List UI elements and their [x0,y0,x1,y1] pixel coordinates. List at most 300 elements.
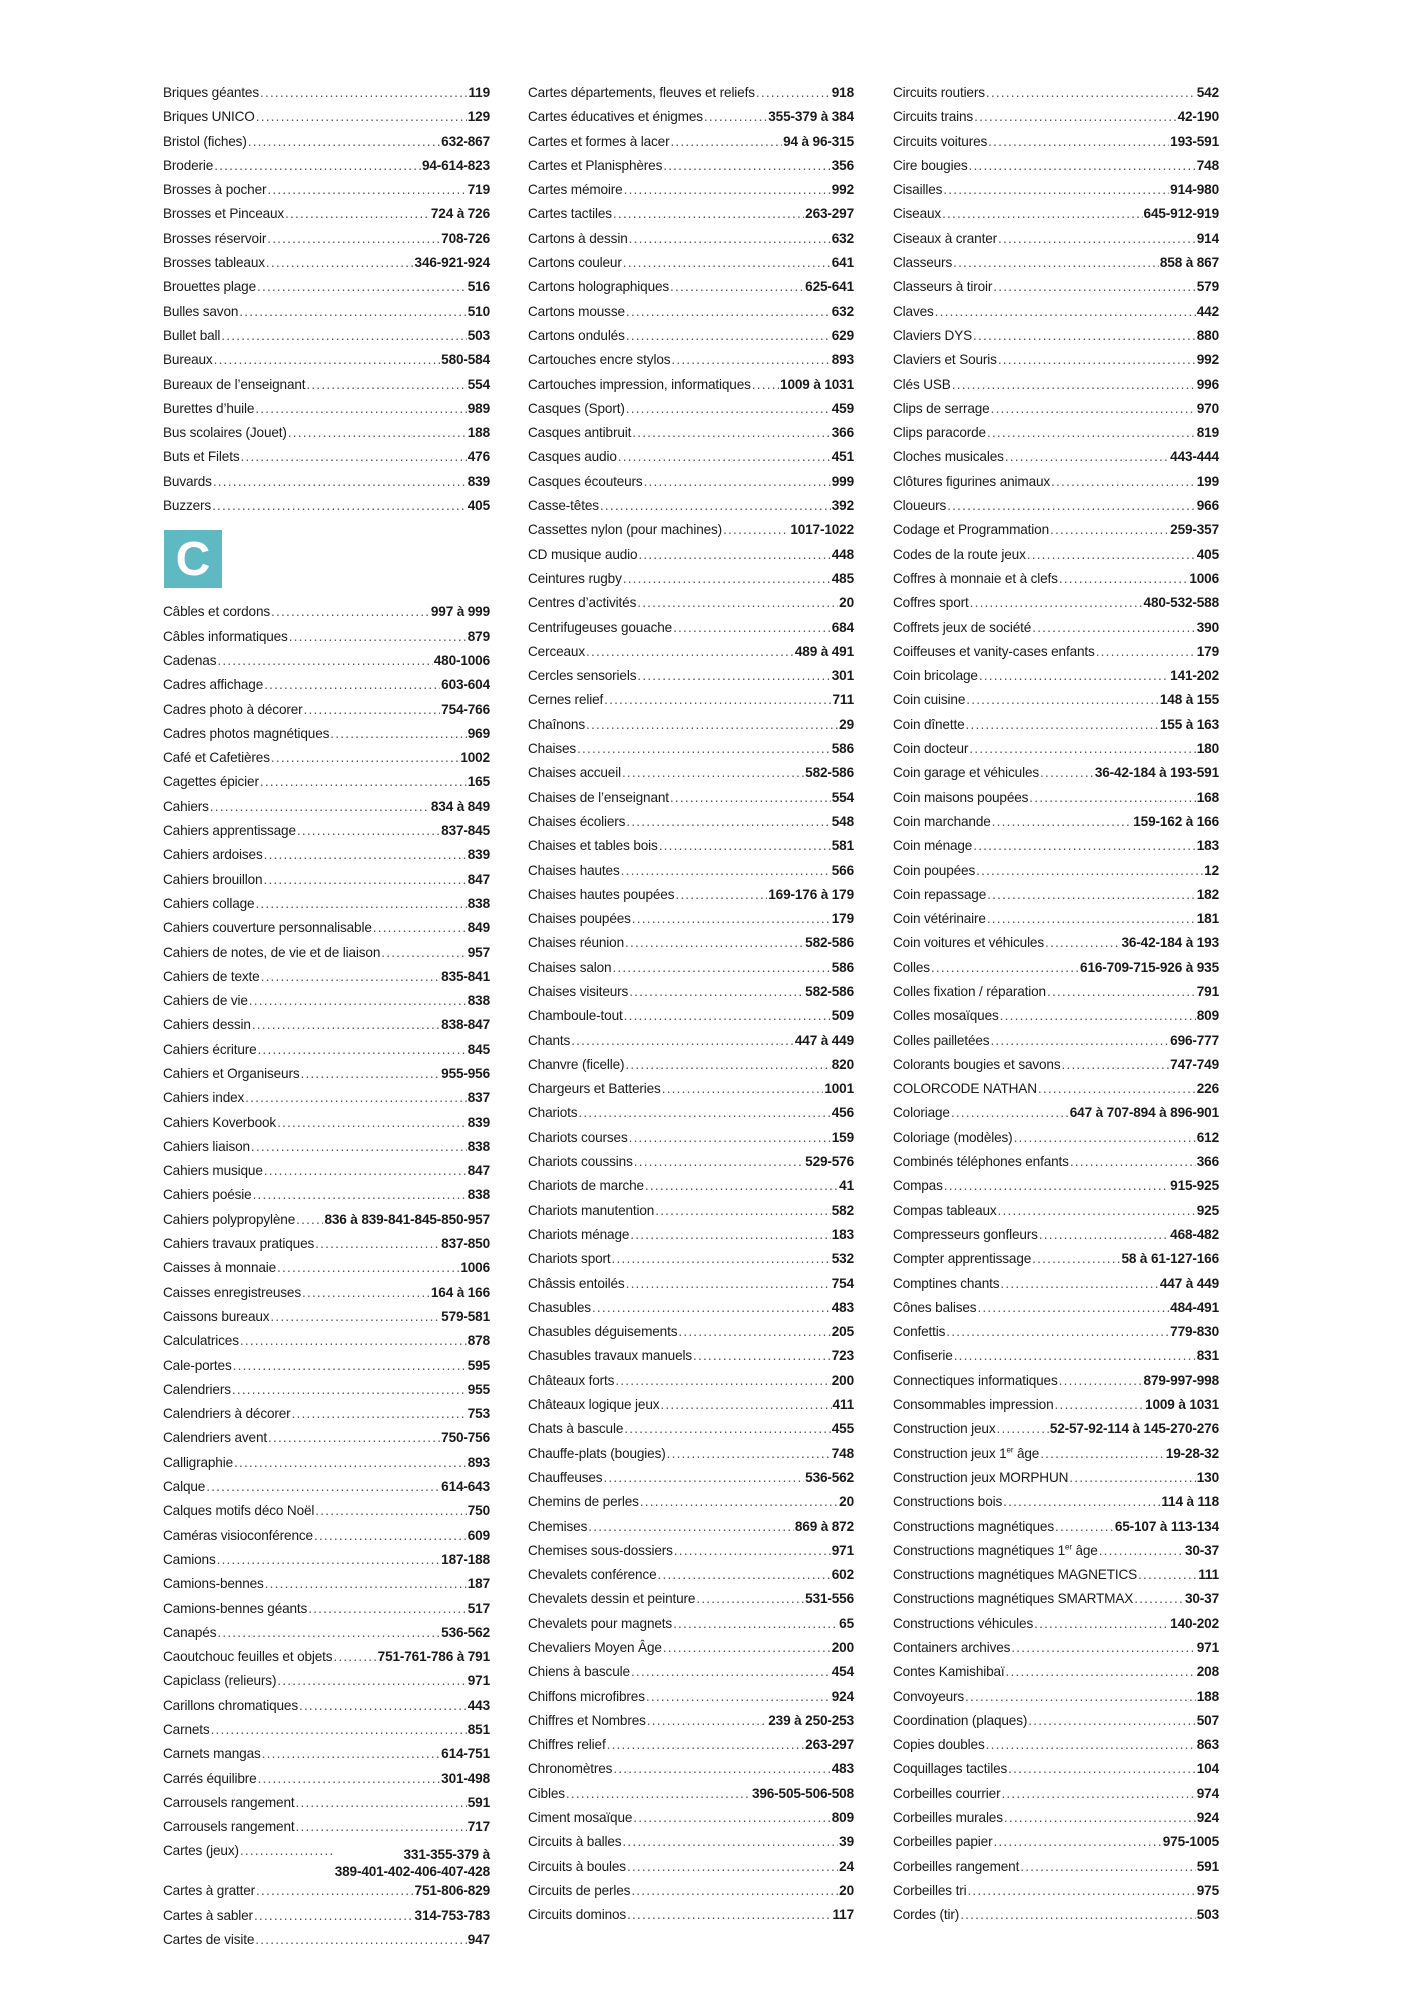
entry-label: Clôtures figurines animaux [893,473,1051,489]
dot-leader [234,1451,467,1475]
entry-pages: 459 [831,400,854,416]
entry-pages: 839 [467,847,490,863]
entry-pages: 443 [467,1697,490,1713]
index-entry [528,859,854,883]
dot-leader [630,1223,830,1247]
dot-leader [260,770,467,794]
entry-label: Canapés [163,1624,217,1640]
index-entry [893,1563,1219,1587]
entry-pages: 837 [467,1090,490,1106]
entry-label: Cartes départements, fleuves et reliefs [528,85,755,100]
index-entry [528,1879,854,1903]
dot-leader [381,941,467,965]
entry-label: Casse-têtes [528,498,599,514]
dot-leader [586,640,794,664]
index-entry [893,1660,1219,1684]
dot-leader [252,1013,440,1037]
entry-pages: 529-576 [805,1154,854,1170]
index-entry [528,1126,854,1150]
index-entry [893,616,1219,640]
entry-pages: 183 [1196,838,1219,854]
entry-pages: 647 à 707-894 à 896-901 [1069,1105,1219,1121]
entry-pages: 94 à 96-315 [783,133,854,149]
entry-label: Chiffons microfibres [528,1688,645,1704]
index-entry [893,1199,1219,1223]
dot-leader [1038,1077,1196,1101]
dot-leader [638,543,830,567]
dot-leader [285,202,430,226]
entry-label: Coin marchande [893,813,991,829]
dot-leader [1029,786,1195,810]
index-entry [893,737,1219,761]
entry-label: Cisailles [893,182,943,198]
entry-label: Bullet ball [163,327,221,343]
index-entry [163,600,490,624]
index-entry [528,1636,854,1660]
dot-leader [655,1199,831,1223]
dot-leader [624,1417,831,1441]
entry-pages: 476 [467,449,490,465]
index-entry [163,1928,490,1952]
index-entry [163,1354,490,1378]
dot-leader [240,1839,334,1863]
entry-label: Corbeilles courrier [893,1785,1001,1801]
entry-label: Cartouches impression, informatiques [528,376,751,392]
index-entry [893,178,1219,202]
entry-pages: 205 [831,1324,854,1340]
entry-label: Confiserie [893,1348,953,1364]
index-entry [163,1111,490,1135]
entry-label: Chariots ménage [528,1226,630,1242]
entry-label: Coordination (plaques) [893,1712,1028,1728]
index-entry [893,421,1219,445]
dot-leader [1000,1272,1158,1296]
index-entry [163,649,490,673]
index-entry [163,1159,490,1183]
index-entry [893,1515,1219,1539]
entry-pages: 614-643 [441,1479,490,1495]
entry-pages: 971 [1196,1640,1219,1655]
dot-leader [1004,1806,1196,1830]
entry-label: Cloches musicales [893,449,1004,465]
dot-leader [249,989,467,1013]
entry-label: Circuits de perles [528,1882,631,1898]
entry-label: Cartes tactiles [528,206,612,222]
entry-pages: 582-586 [805,983,854,999]
entry-pages: 809 [1196,1008,1219,1024]
entry-label: Chauffeuses [528,1469,603,1485]
entry-pages: 754-766 [441,701,490,717]
entry-pages: 509 [831,1008,854,1024]
entry-pages: 199 [1196,473,1219,489]
index-entry [163,1256,490,1280]
dot-leader [1001,1782,1195,1806]
dot-leader [931,956,1079,980]
index-entry [163,1791,490,1815]
index-entry [163,1669,490,1693]
entry-label: Calendriers à décorer [163,1406,291,1422]
entry-label: Cartes de visite [163,1932,255,1948]
entry-pages: 1001 [824,1081,854,1097]
dot-leader [1028,1709,1196,1733]
index-entry [893,275,1219,299]
dot-leader [637,591,838,615]
entry-pages: 851 [467,1722,490,1737]
entry-label: Combinés téléphones enfants [893,1154,1069,1170]
index-entry [163,1904,490,1928]
entry-pages: 893 [831,352,854,368]
index-entry [893,834,1219,858]
index-entry [163,746,490,770]
index-entry [893,640,1219,664]
dot-leader [634,1150,804,1174]
index-entry [893,1247,1219,1271]
entry-pages: 581 [831,838,854,854]
entry-pages: 164 à 166 [430,1284,490,1300]
entry-pages: 104 [1196,1761,1219,1777]
dot-leader [600,494,831,518]
entry-label: Chiffres relief [528,1737,606,1753]
entry-pages: 970 [1196,400,1219,416]
entry-label: Coin repassage [893,886,987,902]
dot-leader [670,130,782,154]
index-entry [893,445,1219,469]
entry-label: Codage et Programmation [893,522,1049,538]
entry-pages: 717 [467,1819,490,1835]
entry-label: Cahiers brouillon [163,871,263,887]
dot-leader [592,1296,831,1320]
index-entry [893,154,1219,178]
entry-pages: 390 [1196,619,1219,635]
entry-pages: 159-162 à 166 [1133,813,1219,829]
entry-pages: 791 [1196,983,1219,999]
dot-leader [271,746,459,770]
entry-pages: 65 [839,1615,854,1631]
index-entry [163,795,490,819]
dot-leader [954,1344,1196,1368]
entry-pages: 200 [831,1640,854,1655]
entry-label: Corbeilles tri [893,1882,967,1898]
dot-leader [671,348,830,372]
dot-leader [566,1782,751,1806]
index-entry [893,1709,1219,1733]
dot-leader [965,1685,1196,1709]
entry-pages: 532 [831,1251,854,1267]
index-entry [528,1855,854,1879]
entry-pages: 966 [1196,498,1219,514]
dot-leader [947,494,1196,518]
index-entry [893,664,1219,688]
entry-label: Cartouches encre stylos [528,352,671,368]
dot-leader [233,1354,467,1378]
index-entry [163,1086,490,1110]
entry-label: Colles mosaïques [893,1008,999,1024]
entry-pages: 837-850 [441,1236,490,1252]
entry-pages: 39 [839,1834,854,1850]
entry-label: Chargeurs et Batteries [528,1081,661,1097]
dot-leader [315,1232,440,1256]
index-entry [163,445,490,469]
index-entry [528,81,854,105]
entry-label: Cartons holographiques [528,279,670,295]
entry-pages: 179 [1196,643,1219,659]
entry-pages: 187-188 [441,1551,490,1567]
entry-label: Cartes éducatives et énigmes [528,109,703,125]
index-entry [528,227,854,251]
index-entry [528,1150,854,1174]
entry-label: COLORCODE NATHAN [893,1081,1037,1097]
dot-leader [212,494,467,518]
entry-label: Coin poupées [893,862,976,878]
entry-pages: 554 [831,789,854,805]
entry-pages: 483 [831,1299,854,1315]
entry-label: Chasubles déguisements [528,1324,678,1340]
entry-label: Clips de serrage [893,400,990,416]
entry-pages: 366 [1196,1154,1219,1170]
entry-label: Containers archives [893,1640,1011,1655]
index-entry [893,1442,1219,1466]
index-entry [528,1490,854,1514]
index-entry [893,1004,1219,1028]
dot-leader [264,673,440,697]
entry-label: Chaises visiteurs [528,983,629,999]
entry-label: Cahiers de notes, de vie et de liaison [163,944,381,960]
dot-leader [577,737,831,761]
dot-leader [213,470,467,494]
index-entry [528,1004,854,1028]
dot-leader [623,251,831,275]
index-entry [163,1305,490,1329]
index-entry [528,1029,854,1053]
index-entry [528,1903,854,1927]
dot-leader [571,1029,794,1053]
entry-label: Centres d’activités [528,595,637,611]
entry-pages: 879-997-998 [1143,1372,1219,1388]
index-entry [163,989,490,1013]
entry-pages: 208 [1196,1664,1219,1680]
entry-pages: 847 [467,1163,490,1179]
entry-pages: 839 [467,473,490,489]
entry-pages: 869 à 872 [794,1518,854,1534]
index-entry [163,1475,490,1499]
entry-label: Coloriage [893,1105,950,1121]
index-entry [528,1053,854,1077]
dot-leader [239,300,466,324]
entry-label: Clés USB [893,376,951,392]
entry-pages: 489 à 491 [794,643,854,659]
entry-pages: 751-761-786 à 791 [377,1649,490,1665]
dot-leader [988,130,1169,154]
dot-leader [1045,931,1120,955]
entry-label: Cartes (jeux) [163,1843,239,1859]
index-entry [893,1490,1219,1514]
entry-pages: 52-57-92-114 à 145-270-276 [1049,1421,1219,1437]
index-entry [528,834,854,858]
entry-pages: 405 [467,498,490,514]
entry-pages: 957 [467,944,490,960]
entry-pages: 582 [831,1202,854,1218]
entry-label: Bristol (fiches) [163,133,247,149]
entry-pages: 582-586 [805,935,854,951]
entry-label: Coffres sport [893,595,969,611]
index-list-b [163,81,490,518]
entry-label: Brosses et Pinceaux [163,206,285,222]
entry-label: Classeurs [893,255,953,271]
index-entry [163,275,490,299]
entry-label: Chemises [528,1518,588,1534]
entry-label: Contes Kamishibaï [893,1664,1005,1680]
entry-pages: 447 à 449 [1159,1275,1219,1291]
dot-leader [206,1475,440,1499]
entry-pages: 1006 [460,1260,490,1276]
entry-pages: 747-749 [1170,1056,1219,1072]
entry-pages: 696-777 [1170,1032,1219,1048]
entry-pages: 510 [467,303,490,319]
entry-label: Coin dînette [893,716,965,732]
entry-pages: 263-297 [805,1737,854,1753]
entry-pages: 1002 [460,750,490,766]
entry-label: Cahiers dessin [163,1017,251,1033]
dot-leader [1020,1855,1196,1879]
index-entry [893,1126,1219,1150]
dot-leader [217,1548,441,1572]
dot-leader [258,1038,467,1062]
index-entry [528,348,854,372]
entry-label: Circuits à balles [528,1834,622,1850]
entry-pages: 200 [831,1372,854,1388]
entry-pages: 193-591 [1170,133,1219,149]
entry-pages: 183 [831,1226,854,1242]
dot-leader [990,1029,1169,1053]
index-entry [163,673,490,697]
entry-pages: 924 [831,1688,854,1704]
dot-leader [942,202,1142,226]
index-entry [528,373,854,397]
dot-leader [944,1174,1169,1198]
dot-leader [217,1621,440,1645]
entry-label: Calque [163,1479,206,1495]
entry-label: Colorants bougies et savons [893,1056,1061,1072]
index-entry [893,1174,1219,1198]
index-entry [893,786,1219,810]
entry-label: Carrés équilibre [163,1770,257,1786]
dot-leader [214,154,421,178]
index-entry [163,1208,490,1232]
index-entry [893,859,1219,883]
entry-pages: 809 [831,1810,854,1826]
dot-leader [993,1830,1161,1854]
entry-label: Cerceaux [528,643,585,659]
entry-label: Casques écouteurs [528,473,643,489]
dot-leader [952,373,1196,397]
entry-label: Calligraphie [163,1454,233,1470]
index-entry [528,154,854,178]
index-entry [893,397,1219,421]
entry-pages: 129 [467,109,490,125]
entry-pages: 12 [1204,862,1219,878]
dot-leader [992,810,1133,834]
dot-leader [1011,1636,1195,1660]
entry-pages: 999 [831,473,854,489]
index-entry [528,1199,854,1223]
index-entry [893,1855,1219,1879]
index-entry [893,1830,1219,1854]
index-entry [893,1636,1219,1660]
dot-leader [604,688,831,712]
entry-pages: 838 [467,1187,490,1203]
index-entry [163,1718,490,1742]
entry-pages: 989 [467,400,490,416]
entry-pages: 503 [467,327,490,343]
entry-label: Classeurs à tiroir [893,279,993,295]
dot-leader [615,1369,830,1393]
dot-leader [967,1879,1195,1903]
index-entry [528,1272,854,1296]
dot-leader [217,649,432,673]
entry-label: Coin ménage [893,838,973,854]
entry-label: Café et Cafetières [163,750,270,766]
entry-pages: 169-176 à 179 [768,886,854,902]
dot-leader [255,1928,466,1952]
entry-pages: 356 [831,157,854,173]
entry-label: Cahiers écriture [163,1041,257,1057]
dot-leader [693,1344,831,1368]
index-entry [893,713,1219,737]
entry-label: Constructions magnétiques 1er âge [893,1542,1098,1558]
entry-label: Cibles [528,1785,565,1801]
index-entry [528,105,854,129]
entry-pages: 863 [1196,1737,1219,1753]
dot-leader [631,1660,831,1684]
entry-pages: 914-980 [1170,182,1219,198]
entry-pages: 918 [831,85,854,100]
index-entry [528,445,854,469]
dot-leader [1005,445,1169,469]
index-entry [163,1742,490,1766]
dot-leader [304,698,441,722]
index-entry [893,130,1219,154]
index-entry [893,956,1219,980]
entry-pages: 579 [1196,279,1219,295]
entry-pages: 591 [467,1794,490,1810]
dot-leader [1032,616,1196,640]
entry-label: Cagettes épicier [163,774,259,790]
index-entry [163,251,490,275]
index-entry [163,1329,490,1353]
index-entry [163,1694,490,1718]
index-entry [893,1029,1219,1053]
entry-pages: 879 [467,628,490,644]
dot-leader [667,1442,831,1466]
dot-leader [308,1597,467,1621]
entry-pages: 58 à 61-127-166 [1121,1251,1219,1267]
dot-leader [723,518,789,542]
dot-leader [621,859,831,883]
entry-pages: 723 [831,1348,854,1364]
dot-leader [267,178,466,202]
entry-label: Coin vétérinaire [893,911,986,927]
dot-leader [1032,1247,1120,1271]
entry-label: Chaises écoliers [528,813,626,829]
index-entry [893,1587,1219,1611]
entry-pages: 114 à 118 [1161,1494,1219,1510]
entry-label: Chariots manutention [528,1202,655,1218]
entry-pages: 719 [467,182,490,198]
index-entry [528,1417,854,1441]
entry-pages: 831 [1196,1348,1219,1364]
index-entry [163,892,490,916]
dot-leader [240,1329,467,1353]
